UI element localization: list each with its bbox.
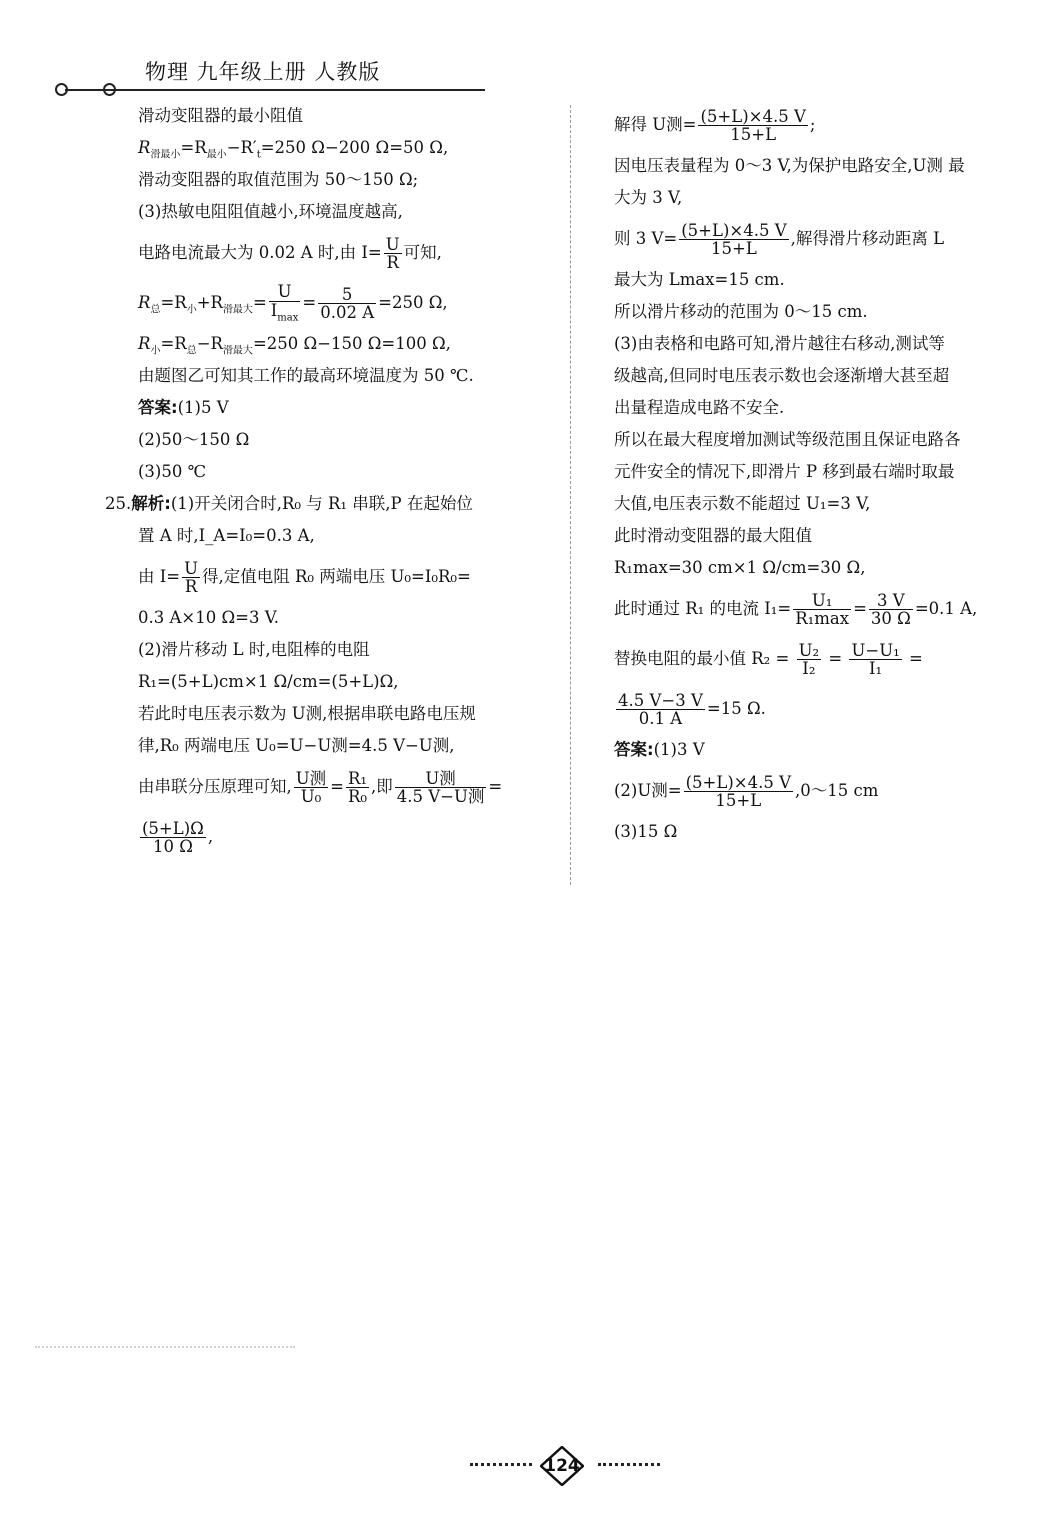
formula-line: 由 I= $\frac{U}{R}$ 得,定值电阻 R₀ 两端电压 U₀=I₀R₀= — [138, 558, 471, 596]
page-footer — [470, 1448, 660, 1488]
formula-line: $\frac{4.5 V-3 V}{0.1 A}$ =15 Ω. — [618, 690, 766, 728]
text-line: R₁max=30 cm×1 Ω/cm=30 Ω, — [614, 558, 866, 577]
text-line: 滑动变阻器的取值范围为 50～150 Ω; — [138, 170, 419, 189]
question-25-heading: 25.解析:(1)开关闭合时,R₀ 与 R₁ 串联,P 在起始位 — [105, 494, 473, 513]
text-line: 元件安全的情况下,即滑片 P 移到最右端时取最 — [614, 462, 955, 481]
text-line: 最大为 Lmax=15 cm. — [614, 270, 785, 289]
formula-line: 由串联分压原理可知, $\frac{\text{U测}}{\text{U₀}}$ = $\frac{\text{R₁}}{\text{R₀}}$ ,即 $\frac{\text{U测}}{\text{4.5 V−U测}}$ = — [138, 768, 503, 806]
page-number: 124 — [544, 1456, 580, 1476]
text-line: (3)热敏电阻阻值越小,环境温度越高, — [138, 202, 403, 221]
formula-line: 解得 U测= $\frac{(5+L)\times 4.5 V}{15+L}$ ; — [614, 106, 816, 144]
column-divider — [570, 105, 571, 885]
footer-dots-right — [598, 1463, 660, 1466]
formula-line: 则 3 V= $\frac{(5+L)\times 4.5 V}{15+L}$ ,解得滑片移动距离 L — [614, 220, 945, 258]
answer-line: (3)15 Ω — [614, 822, 678, 841]
text-line: 若此时电压表示数为 U测,根据串联电路电压规 — [138, 704, 476, 723]
text-line: 级越高,但同时电压表示数也会逐渐增大甚至超 — [614, 366, 950, 385]
text-line: 此时滑动变阻器的最大阻值 — [614, 526, 812, 545]
text-line: (2)滑片移动 L 时,电阻棒的电阻 — [138, 640, 370, 659]
text-line: 置 A 时,I_A=I₀=0.3 A, — [138, 526, 315, 545]
page-header — [55, 56, 485, 96]
answer-line: 答案:(1)3 V — [614, 740, 705, 759]
text-line: 由题图乙可知其工作的最高环境温度为 50 ℃. — [138, 366, 474, 385]
right-column — [614, 100, 1034, 848]
text-line: 律,R₀ 两端电压 U₀=U−U测=4.5 V−U测, — [138, 736, 455, 755]
formula-line: 电路电流最大为 0.02 A 时,由 I= $\frac{U}{R}$ 可知, — [138, 234, 442, 272]
text-line: (3)由表格和电路可知,滑片越往右移动,测试等 — [614, 334, 945, 353]
formula-line: $\frac{(5+L)\Omega}{10 \Omega}$ , — [142, 818, 214, 856]
footer-dots-left — [470, 1463, 532, 1466]
answer-line: (3)50 ℃ — [138, 462, 207, 481]
text-line: 出量程造成电路不安全. — [614, 398, 785, 417]
text-line: 所以滑片移动的范围为 0～15 cm. — [614, 302, 868, 321]
text-line: 因电压表量程为 0～3 V,为保护电路安全,U测 最 — [614, 156, 965, 175]
text-line: 大为 3 V, — [614, 188, 683, 207]
left-column — [105, 100, 558, 862]
formula-line: $R_小=R_总-R_{滑最大}=250$ Ω−150 Ω=100 Ω, — [138, 334, 451, 357]
formula-line: 此时通过 R₁ 的电流 I₁= $\frac{\text{U₁}}{\text{R₁max}}$ = $\frac{3 V}{30 \Omega}$ =0.1 A, — [614, 590, 978, 628]
answer-line: 答案:(1)5 V — [138, 398, 229, 417]
formula-line: 替换电阻的最小值 R₂ = $\frac{\text{U₂}}{\text{I₂}}$ = $\frac{\text{U−U₁}}{\text{I₁}}$ = — [614, 640, 923, 678]
text-line: R₁=(5+L)cm×1 Ω/cm=(5+L)Ω, — [138, 672, 399, 691]
text-line: 大值,电压表示数不能超过 U₁=3 V, — [614, 494, 871, 513]
formula-line: $R_总=R_小+R_{滑最大}=$ $\frac{U}{I_{max}}$ = $\frac{5}{0.02 A}$ =250 Ω, — [138, 282, 448, 324]
text-line: 0.3 A×10 Ω=3 V. — [138, 608, 279, 627]
text-line: 滑动变阻器的最小阻值 — [138, 106, 303, 125]
answer-line: (2)U测= $\frac{(5+L)\times 4.5 V}{15+L}$ ,0～15 cm — [614, 772, 879, 810]
book-title: 物理 九年级上册 人教版 — [145, 60, 381, 84]
formula-line: $R_{滑最小}=R_{最小}-R'_t=250$ Ω−200 Ω=50 Ω, — [138, 138, 449, 161]
scan-artifact-line — [35, 1346, 295, 1348]
header-rule — [65, 89, 485, 91]
answer-line: (2)50～150 Ω — [138, 430, 250, 449]
text-line: 所以在最大程度增加测试等级范围且保证电路各 — [614, 430, 961, 449]
